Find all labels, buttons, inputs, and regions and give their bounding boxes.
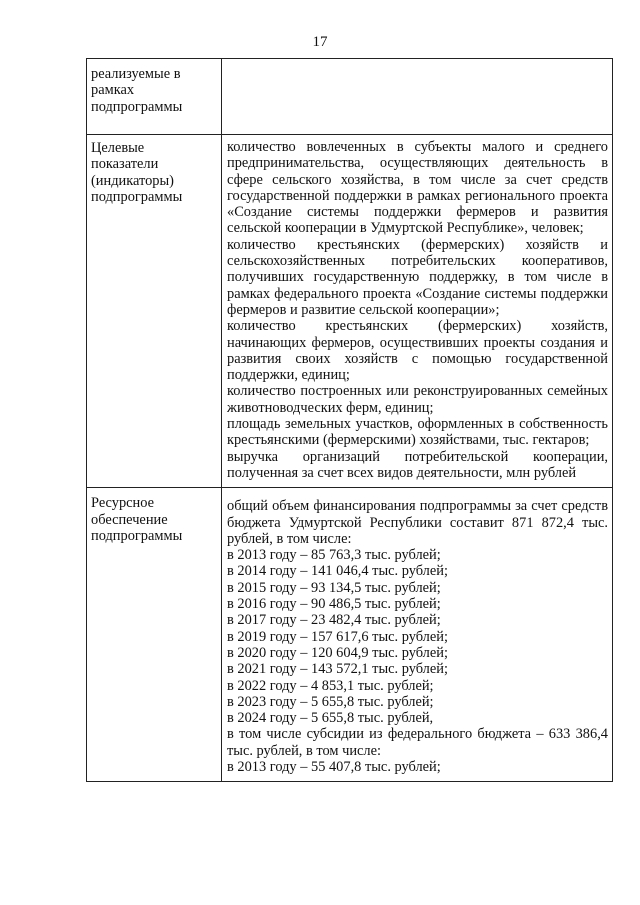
indicator-item: количество крестьянских (фермерских) хозяйств, начинающих фермеров, осуществивших проекты создания и развития своих хозяйств с помощью государственной поддержки, единиц;	[227, 318, 608, 384]
table-row-resource-support	[87, 488, 613, 782]
indicator-item: количество крестьянских (фермерских) хозяйств и сельскохозяйственных потребительских кооперативов, получивших государственную поддержку, в том числе в рамках федерального проекта «Создание системы поддержки фермеров и развитие сельской кооперации»;	[227, 236, 608, 318]
indicator-item: площадь земельных участков, оформленных в собственность крестьянскими (фермерскими) хозяйствами, тыс. гектаров;	[227, 416, 608, 449]
indicator-item: количество вовлеченных в субъекты малого и среднего предпринимательства, осуществляющих деятельность в сфере сельского хозяйства, в том числе за счет средств государственной поддержки в рамках регионального проекта «Создание системы поддержки фермеров и развития сельской кооперации в Удмуртской Республике», человек;	[227, 139, 608, 237]
row-content-target-indicators	[222, 135, 613, 488]
table-row-target-indicators	[87, 135, 613, 488]
funding-intro: общий объем финансирования подпрограммы за счет средств бюджета Удмуртской Республики составит 871 872,4 тыс. рублей, в том числе:	[227, 498, 608, 547]
federal-funding-intro: в том числе субсидии из федерального бюджета – 633 386,4 тыс. рублей, в том числе:	[227, 726, 608, 759]
row-content-implemented	[222, 59, 613, 135]
row-content-resource-support	[222, 488, 613, 782]
funding-year-item: в 2020 году – 120 604,9 тыс. рублей;	[227, 644, 448, 661]
funding-year-item: в 2017 году – 23 482,4 тыс. рублей;	[227, 612, 441, 629]
row-label-implemented: реализуемые в рамках подпрограммы	[87, 59, 222, 135]
funding-year-item: в 2021 году – 143 572,1 тыс. рублей;	[227, 661, 448, 678]
page-number: 17	[312, 34, 328, 50]
funding-year-item: в 2022 году – 4 853,1 тыс. рублей;	[227, 677, 434, 694]
federal-funding-year-item: в 2013 году – 55 407,8 тыс. рублей;	[227, 758, 441, 775]
funding-year-item: в 2016 году – 90 486,5 тыс. рублей;	[227, 596, 441, 613]
funding-year-item: в 2015 году – 93 134,5 тыс. рублей;	[227, 579, 441, 596]
subprogram-passport-table	[86, 58, 613, 782]
row-label-target-indicators: Целевые показатели (индикаторы) подпрограммы	[87, 135, 222, 488]
indicator-item: выручка организаций потребительской кооперации, полученная за счет всех видов деятельности, млн рублей	[227, 448, 608, 481]
funding-year-item: в 2023 году – 5 655,8 тыс. рублей;	[227, 693, 434, 710]
funding-year-item: в 2013 году – 85 763,3 тыс. рублей;	[227, 547, 441, 564]
funding-year-item: в 2019 году – 157 617,6 тыс. рублей;	[227, 628, 448, 645]
funding-year-item: в 2024 году – 5 655,8 тыс. рублей,	[227, 710, 434, 727]
table-row-implemented	[87, 59, 613, 135]
row-label-resource-support: Ресурсное обеспечение подпрограммы	[87, 488, 222, 782]
funding-year-item: в 2014 году – 141 046,4 тыс. рублей;	[227, 563, 448, 580]
indicator-item: количество построенных или реконструированных семейных животноводческих ферм, единиц;	[227, 383, 608, 416]
